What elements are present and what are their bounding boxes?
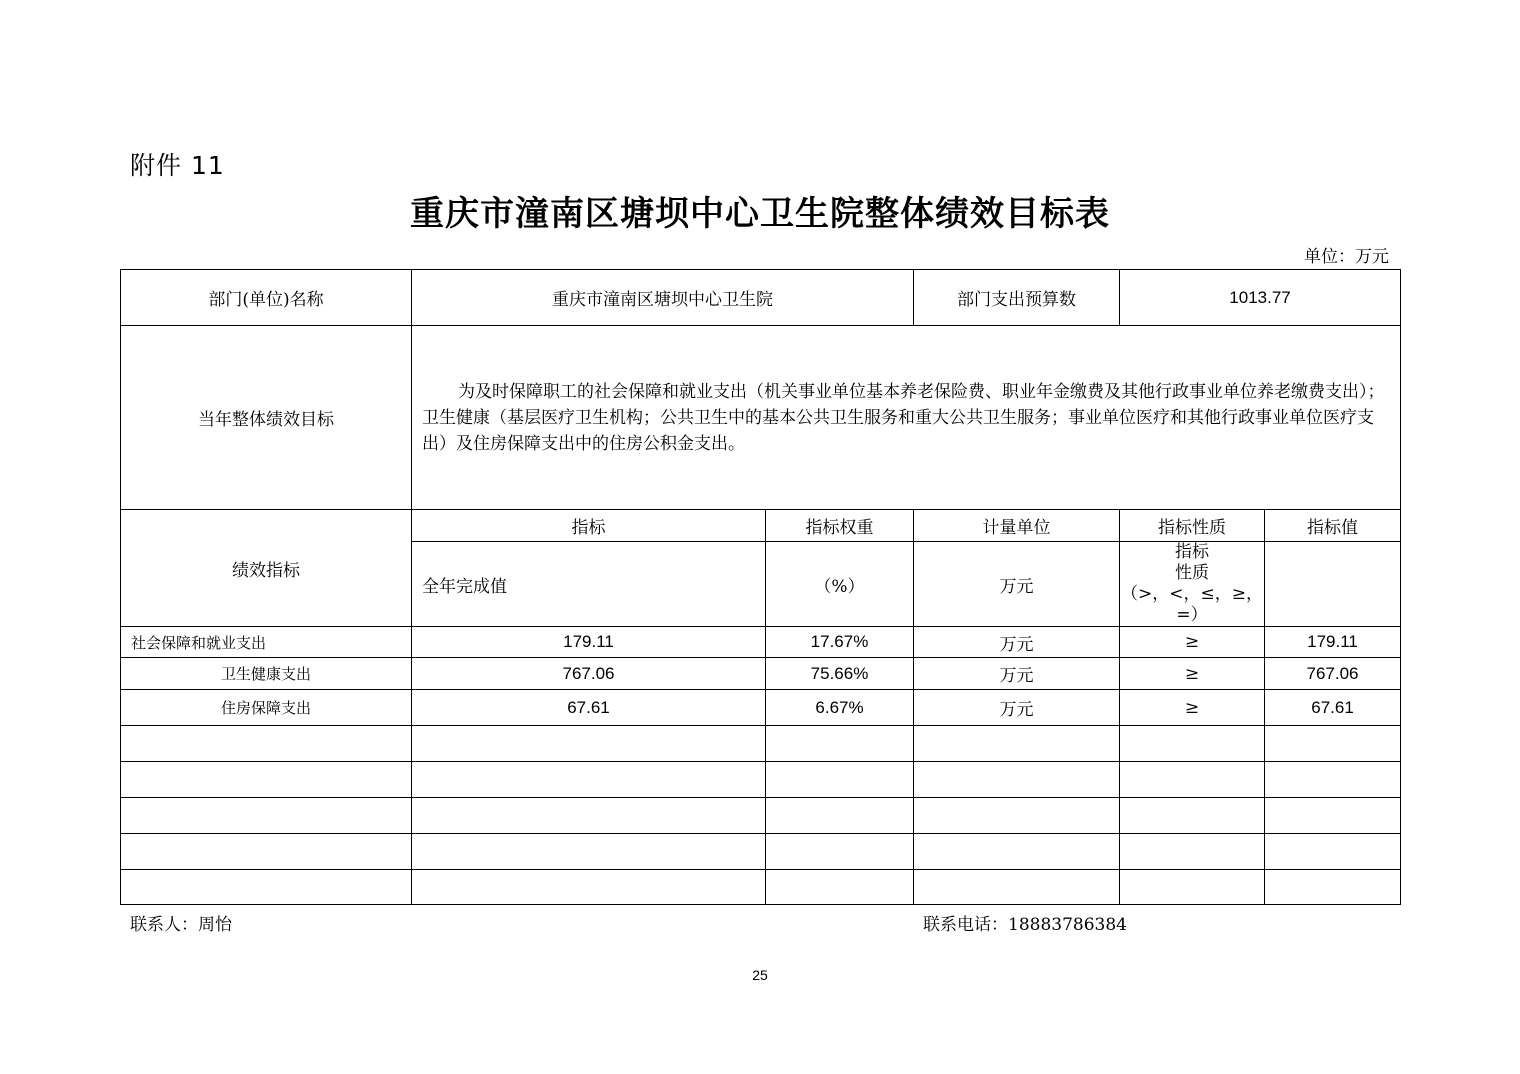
performance-label: 绩效指标 [121,510,412,627]
header-row [121,510,1401,542]
empty-row [121,798,1401,834]
unit-label: 单位：万元 [1304,247,1389,267]
performance-table [120,269,1401,905]
row-indicator: 767.06 [412,658,766,690]
nature-line-1: 指标 [1175,542,1209,562]
contact-person: 联系人：周怡 [130,915,232,935]
empty-row [121,834,1401,870]
empty-row [121,870,1401,905]
row-unit: 万元 [914,658,1120,690]
row-value: 179.11 [1265,627,1401,658]
row-weight: 17.67% [766,627,914,658]
empty-row [121,762,1401,798]
empty-row [121,726,1401,762]
subheader-nature [1120,542,1265,627]
page-title: 重庆市潼南区塘坝中心卫生院整体绩效目标表 [410,194,1110,234]
row-indicator: 67.61 [412,690,766,726]
subheader-value [1265,542,1401,627]
row-nature: ≥ [1120,658,1265,690]
row-name: 卫生健康支出 [121,658,412,690]
row-value: 67.61 [1265,690,1401,726]
budget-value: 1013.77 [1120,270,1401,326]
subheader-weight: （%） [766,542,914,627]
row-unit: 万元 [914,627,1120,658]
row-indicator: 179.11 [412,627,766,658]
subheader-unit: 万元 [914,542,1120,627]
attachment-label: 附件 11 [130,151,225,180]
row-nature: ≥ [1120,627,1265,658]
table-row [121,627,1401,658]
goal-row [121,326,1401,510]
page-number: 25 [752,967,768,983]
nature-line-3: （>，<，≤，≥， [1121,584,1263,604]
contact-phone: 联系电话：18883786384 [923,915,1127,935]
annual-goal-text: 为及时保障职工的社会保障和就业支出（机关事业单位基本养老保险费、职业年金缴费及其他行政事业单位养老缴费支出）；卫生健康（基层医疗卫生机构；公共卫生中的基本公共卫生服务和重大公共卫生服务；事业单位医疗和其他行政事业单位医疗支出）及住房保障支出中的住房公积金支出。 [412,326,1401,510]
dept-name-label: 部门(单位)名称 [121,270,412,326]
header-indicator: 指标 [412,510,766,542]
header-weight: 指标权重 [766,510,914,542]
row-nature: ≥ [1120,690,1265,726]
row-value: 767.06 [1265,658,1401,690]
header-nature: 指标性质 [1120,510,1265,542]
nature-line-2: 性质 [1175,563,1209,583]
subheader-indicator: 全年完成值 [412,542,766,627]
row-name: 住房保障支出 [121,690,412,726]
table-row [121,690,1401,726]
dept-name-value: 重庆市潼南区塘坝中心卫生院 [412,270,914,326]
table-row [121,658,1401,690]
annual-goal-label: 当年整体绩效目标 [121,326,412,510]
header-unit: 计量单位 [914,510,1120,542]
nature-line-4: =） [1176,605,1208,625]
row-weight: 6.67% [766,690,914,726]
row-name: 社会保障和就业支出 [121,627,412,658]
header-value: 指标值 [1265,510,1401,542]
row-weight: 75.66% [766,658,914,690]
dept-row [121,270,1401,326]
row-unit: 万元 [914,690,1120,726]
budget-label: 部门支出预算数 [914,270,1120,326]
